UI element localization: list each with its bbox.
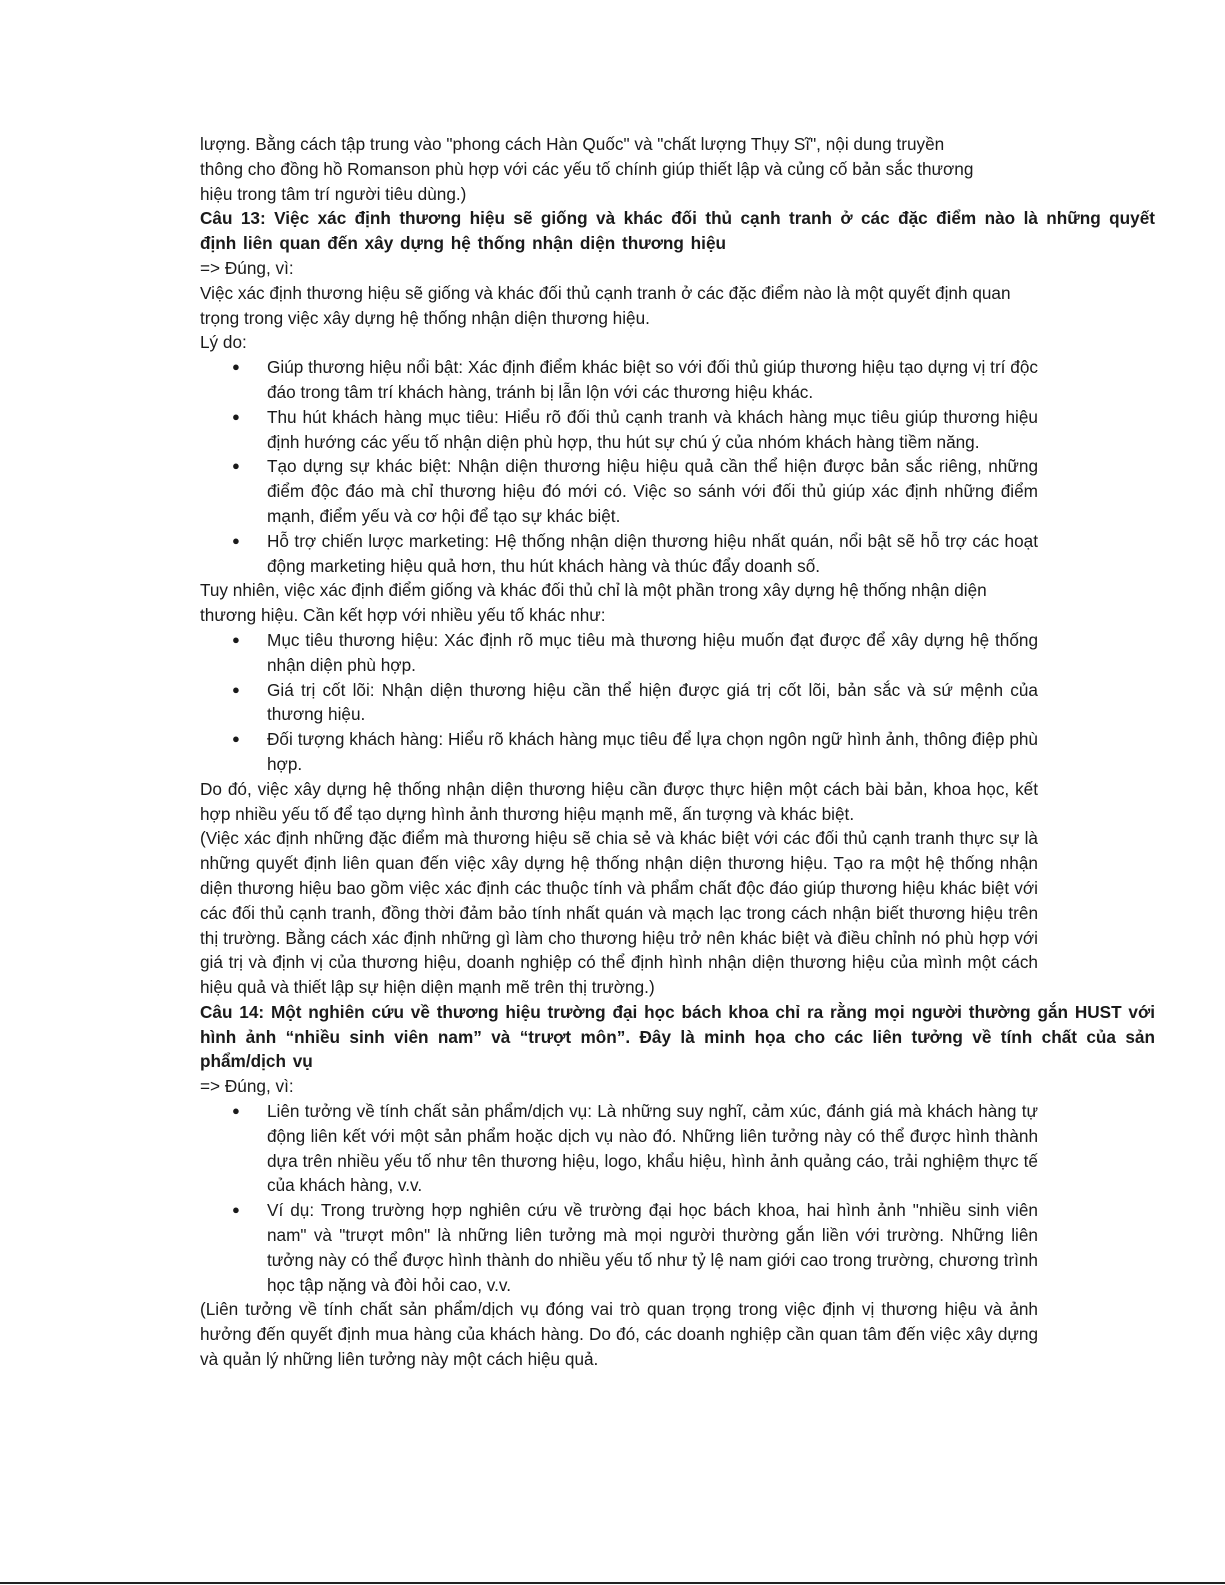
q14-verdict: => Đúng, vì: (200, 1076, 294, 1097)
q13-verdict: => Đúng, vì: (200, 257, 294, 278)
list-item: ● Hỗ trợ chiến lược marketing: Hệ thống nhận diện thương hiệu nhất quán, nổi bật sẽ hỗ trợ các hoạt động marketing hiệu quả hơn, thu hút khách hàng và thúc đẩy doanh số. (200, 529, 1038, 579)
q13-statement: Việc xác định thương hiệu sẽ giống và khác đối thủ cạnh tranh ở các đặc điểm nào là một quyết định quan trọng trong việc xây dựng hệ thống nhận diện thương hiệu. (200, 282, 1011, 328)
intro-line: thông cho đồng hồ Romanson phù hợp với các yếu tố chính giúp thiết lập và củng cố bản sắc thương (200, 158, 974, 179)
list-item: ● Đối tượng khách hàng: Hiểu rõ khách hàng mục tiêu để lựa chọn ngôn ngữ hình ảnh, thông điệp phù hợp. (200, 727, 1038, 777)
list-item: ● Mục tiêu thương hiệu: Xác định rõ mục tiêu mà thương hiệu muốn đạt được để xây dựng hệ thống nhận diện phù hợp. (200, 628, 1038, 678)
list-item: ● Giá trị cốt lõi: Nhận diện thương hiệu cần thể hiện được giá trị cốt lõi, bản sắc và sứ mệnh của thương hiệu. (200, 678, 1038, 728)
question-14-heading: Câu 14: Một nghiên cứu về thương hiệu trường đại học bách khoa chỉ ra rằng mọi người thường gắn HUST với hình ảnh “nhiều sinh viên nam” và “trượt môn”. Đây là minh họa cho các liên tưởng về tính chất của sản phẩm/dịch vụ (200, 1001, 1155, 1072)
document-page (200, 132, 1155, 1372)
q13-factors-list (200, 628, 1038, 777)
q13-conclusion: Do đó, việc xây dựng hệ thống nhận diện thương hiệu cần được thực hiện một cách bài bản, khoa học, kết hợp nhiều yếu tố để tạo dựng hình ảnh thương hiệu mạnh mẽ, ấn tượng và khác biệt. (200, 778, 1038, 824)
list-item: ● Tạo dựng sự khác biệt: Nhận diện thương hiệu hiệu quả cần thể hiện được bản sắc riêng, những điểm độc đáo mà chỉ thương hiệu đó mới có. Việc so sánh với đối thủ giúp xác định những điểm mạnh, điểm yếu và cơ hội để tạo sự khác biệt. (200, 454, 1038, 528)
intro-line: hiệu trong tâm trí người tiêu dùng.) (200, 183, 467, 204)
q13-note: (Việc xác định những đặc điểm mà thương hiệu sẽ chia sẻ và khác biệt với các đối thủ cạnh tranh thực sự là những quyết định liên quan đến việc xây dựng hệ thống nhận diện thương hiệu. Tạo ra một hệ thống nhận diện thương hiệu bao gồm việc xác định các thuộc tính và phẩm chất độc đáo giúp thương hiệu khác biệt với các đối thủ cạnh tranh, đồng thời đảm bảo tính nhất quán và mạch lạc trong cách nhận biết thương hiệu trên thị trường. Bằng cách xác định những gì làm cho thương hiệu trở nên khác biệt và điều chỉnh nó phù hợp với giá trị và định vị của thương hiệu, doanh nghiệp có thể định hình nhận diện thương hiệu của mình một cách hiệu quả và thiết lập sự hiện diện mạnh mẽ trên thị trường.) (200, 828, 1038, 998)
q13-reasons-list (200, 355, 1038, 578)
list-item: ● Thu hút khách hàng mục tiêu: Hiểu rõ đối thủ cạnh tranh và khách hàng mục tiêu giúp thương hiệu định hướng các yếu tố nhận diện phù hợp, thu hút sự chú ý của nhóm khách hàng tiềm năng. (200, 405, 1038, 455)
list-item: ● Liên tưởng về tính chất sản phẩm/dịch vụ: Là những suy nghĩ, cảm xúc, đánh giá mà khách hàng tự động liên kết với một sản phẩm hoặc dịch vụ nào đó. Những liên tưởng này có thể được hình thành dựa trên nhiều yếu tố như tên thương hiệu, logo, khẩu hiệu, hình ảnh quảng cáo, trải nghiệm thực tế của khách hàng, v.v. (200, 1099, 1038, 1198)
q13-reasons-label: Lý do: (200, 332, 247, 353)
page-bottom-rule (0, 1582, 1225, 1584)
question-13-heading: Câu 13: Việc xác định thương hiệu sẽ giống và khác đối thủ cạnh tranh ở các đặc điểm nào là những quyết định liên quan đến xây dựng hệ thống nhận diện thương hiệu (200, 208, 1155, 254)
list-item: ● Giúp thương hiệu nổi bật: Xác định điểm khác biệt so với đối thủ giúp thương hiệu tạo dựng vị trí độc đáo trong tâm trí khách hàng, tránh bị lẫn lộn với các thương hiệu khác. (200, 355, 1038, 405)
q14-note: (Liên tưởng về tính chất sản phẩm/dịch vụ đóng vai trò quan trọng trong việc định vị thương hiệu và ảnh hưởng đến quyết định mua hàng của khách hàng. Do đó, các doanh nghiệp cần quan tâm đến việc xây dựng và quản lý những liên tưởng này một cách hiệu quả. (200, 1299, 1038, 1370)
list-item: ● Ví dụ: Trong trường hợp nghiên cứu về trường đại học bách khoa, hai hình ảnh "nhiều sinh viên nam" và "trượt môn" là những liên tưởng mà mọi người thường gắn liền với trường. Những liên tưởng này có thể được hình thành do nhiều yếu tố như tỷ lệ nam giới cao trong trường, chương trình học tập nặng và đòi hỏi cao, v.v. (200, 1198, 1038, 1297)
intro-line: lượng. Bằng cách tập trung vào "phong cách Hàn Quốc" và "chất lượng Thụy Sĩ", nội dung truyền (200, 134, 945, 154)
q14-points-list (200, 1099, 1038, 1297)
q13-however: Tuy nhiên, việc xác định điểm giống và khác đối thủ chỉ là một phần trong xây dựng hệ thống nhận diện thương hiệu. Cần kết hợp với nhiều yếu tố khác như: (200, 580, 987, 626)
